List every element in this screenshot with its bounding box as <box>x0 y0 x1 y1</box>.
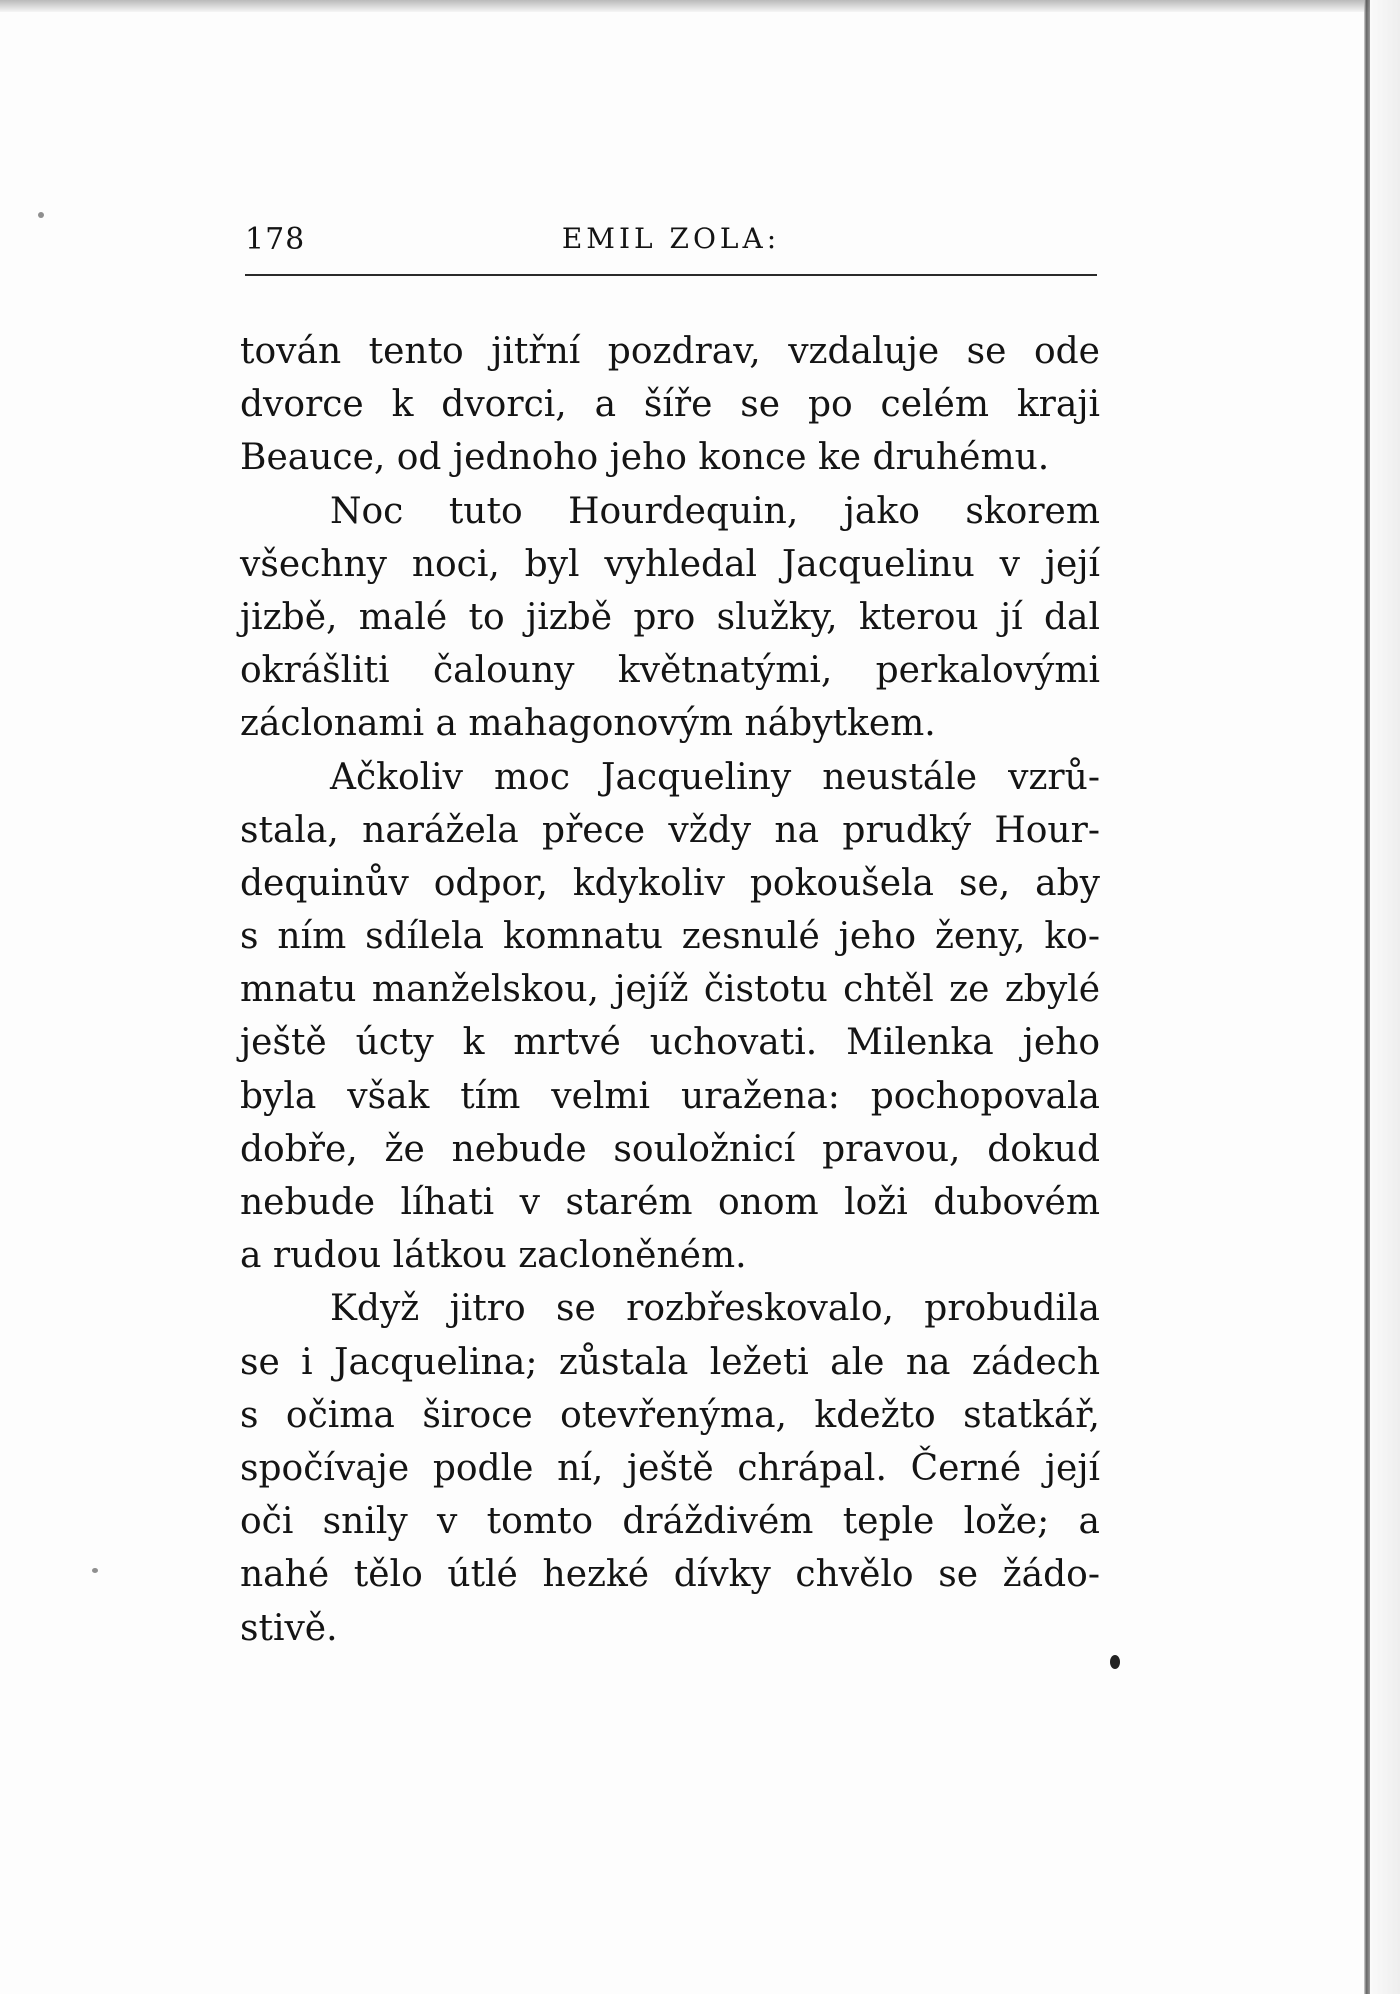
text-line: stivě. <box>240 1607 338 1649</box>
text-line: s očima široce otevřenýma, kdežto statkář, <box>240 1394 1100 1436</box>
text-line: mnatu manželskou, jejíž čistotu chtěl ze zbylé <box>240 969 1100 1011</box>
body-text <box>240 325 1100 1655</box>
text-line: jizbě, malé to jizbě pro služky, kterou jí dal <box>240 596 1100 638</box>
text-line: byla však tím velmi uražena: pochopovala <box>240 1075 1100 1117</box>
running-title: EMIL ZOLA: <box>561 222 781 255</box>
page-number: 178 <box>245 222 306 257</box>
header-rule <box>245 274 1097 276</box>
text-line: spočívaje podle ní, ještě chrápal. Černé její <box>240 1447 1100 1489</box>
text-line: Ačkoliv moc Jacqueliny neustále vzrů- <box>330 756 1100 798</box>
text-line: se i Jacquelina; zůstala ležeti ale na zádech <box>240 1341 1100 1383</box>
text-line: dequinův odpor, kdykoliv pokoušela se, aby <box>240 862 1100 904</box>
scan-speck <box>92 1568 98 1573</box>
text-line: Když jitro se rozbřeskovalo, probudila <box>330 1288 1100 1330</box>
text-line: okrášliti čalouny květnatými, perkalovými <box>240 650 1100 692</box>
page-top-edge <box>0 0 1400 12</box>
scan-speck <box>38 212 44 218</box>
scan-speck <box>1110 1655 1120 1669</box>
text-line: dvorce k dvorci, a šíře se po celém kraji <box>240 384 1100 426</box>
page-header <box>245 222 1097 262</box>
text-line: tován tento jitřní pozdrav, vzdaluje se ode <box>240 331 1100 372</box>
text-line: stala, narážela přece vždy na prudký Hour- <box>240 809 1100 851</box>
text-line: s ním sdílela komnatu zesnulé jeho ženy, ko- <box>240 916 1100 958</box>
text-line: ještě úcty k mrtvé uchovati. Milenka jeho <box>240 1022 1100 1064</box>
text-line: všechny noci, byl vyhledal Jacquelinu v její <box>240 543 1100 585</box>
page-binding-edge <box>1364 0 1370 1994</box>
text-line: oči snily v tomto dráždivém teple lože; a <box>240 1501 1100 1543</box>
text-line: záclonami a mahagonovým nábytkem. <box>240 703 936 745</box>
text-line: nahé tělo útlé hezké dívky chvělo se žádo- <box>240 1554 1100 1596</box>
text-line: Noc tuto Hourdequin, jako skorem <box>330 490 1100 532</box>
text-line: a rudou látkou zacloněném. <box>240 1235 747 1277</box>
text-line: dobře, že nebude souložnicí pravou, dokud <box>240 1128 1100 1170</box>
page-right-margin <box>1370 0 1400 1994</box>
text-line: Beauce, od jednoho jeho konce ke druhému. <box>240 437 1050 479</box>
text-line: nebude líhati v starém onom loži dubovém <box>240 1182 1100 1223</box>
